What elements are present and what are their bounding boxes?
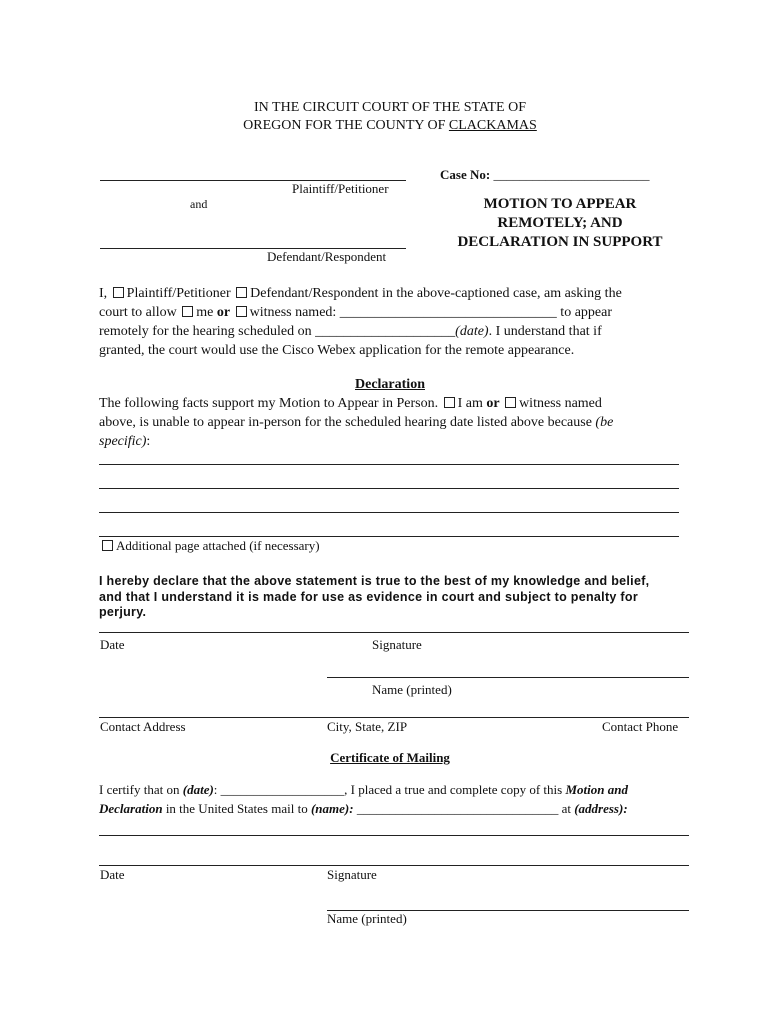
reason-line-4[interactable] (99, 536, 679, 537)
certificate-paragraph: I certify that on (date): ___________________, I placed a true and complete copy of this Motion and Declaration in the United States mail to (name): _______________________________ at (address): (99, 782, 628, 816)
additional-page-label: Additional page attached (if necessary) (116, 538, 320, 553)
contact-line[interactable] (99, 717, 689, 718)
contact-address-label: Contact Address (100, 719, 186, 734)
case-number-field[interactable]: ________________________ (493, 167, 650, 182)
name-printed-label: Name (printed) (372, 682, 452, 697)
and-label: and (190, 197, 208, 211)
case-number[interactable] (440, 167, 649, 182)
name-printed-line[interactable] (327, 677, 689, 678)
mailing-date-field[interactable]: : ___________________, I placed a true and complete copy of this (213, 782, 563, 797)
reason-line-2[interactable] (99, 488, 679, 489)
plaintiff-label: Plaintiff/Petitioner (292, 181, 389, 196)
witness-named-checkbox[interactable] (505, 397, 516, 408)
declaration-heading: Declaration (355, 377, 425, 392)
cert-date-signature-line[interactable] (99, 865, 689, 866)
case-number-label: Case No: (440, 167, 491, 182)
me-checkbox[interactable] (182, 306, 193, 317)
i-am-checkbox[interactable] (444, 397, 455, 408)
attestation-statement: I hereby declare that the above statement is true to the best of my knowledge and belief, and that I understand it is made for use as evidence in court and subject to penalty for perjury. (99, 574, 650, 619)
title-line2: REMOTELY; AND (497, 215, 623, 231)
cert-date-label: Date (100, 867, 125, 882)
hearing-date-field[interactable]: remotely for the hearing scheduled on ____________________ (99, 324, 456, 339)
mailing-name-field[interactable]: _______________________________ at (356, 801, 571, 816)
plaintiff-checkbox[interactable] (113, 287, 124, 298)
reason-line-1[interactable] (99, 464, 679, 465)
certificate-heading: Certificate of Mailing (330, 750, 450, 765)
signature-label: Signature (372, 637, 422, 652)
cert-name-printed-label: Name (printed) (327, 911, 407, 926)
title-line3: DECLARATION IN SUPPORT (457, 234, 663, 250)
court-header-line2: OREGON FOR THE COUNTY OF CLACKAMAS (243, 118, 537, 133)
county-name: CLACKAMAS (448, 118, 537, 133)
motion-paragraph: I, Plaintiff/Petitioner Defendant/Respondent in the above-captioned case, am asking the court to allow me or witness named: _______________________________ to appear remotely for the hearing scheduled on ____________________(date). I understand that if granted, the court would use the Cisco Webex application for the remote appearance. (99, 286, 622, 358)
date-label: Date (100, 637, 125, 652)
court-header-line1: IN THE CIRCUIT COURT OF THE STATE OF (254, 100, 526, 115)
document-title (430, 195, 690, 252)
witness-name-field[interactable]: witness named: _______________________________ to appear (249, 305, 612, 320)
cert-signature-label: Signature (327, 867, 377, 882)
declaration-paragraph: The following facts support my Motion to Appear in Person. I am or witness named above, is unable to appear in-person for the scheduled hearing date listed above because (be specific): (99, 396, 614, 449)
court-header (150, 99, 630, 135)
witness-checkbox[interactable] (236, 306, 247, 317)
title-line1: MOTION TO APPEAR (483, 196, 637, 212)
reason-line-3[interactable] (99, 512, 679, 513)
additional-page-checkbox[interactable] (102, 540, 113, 551)
defendant-checkbox[interactable] (236, 287, 247, 298)
additional-page[interactable] (100, 538, 320, 553)
date-signature-line[interactable] (99, 632, 689, 633)
city-state-zip-label: City, State, ZIP (327, 719, 408, 734)
address-line[interactable] (99, 835, 689, 836)
defendant-label: Defendant/Respondent (267, 249, 387, 264)
contact-phone-label: Contact Phone (602, 719, 679, 734)
